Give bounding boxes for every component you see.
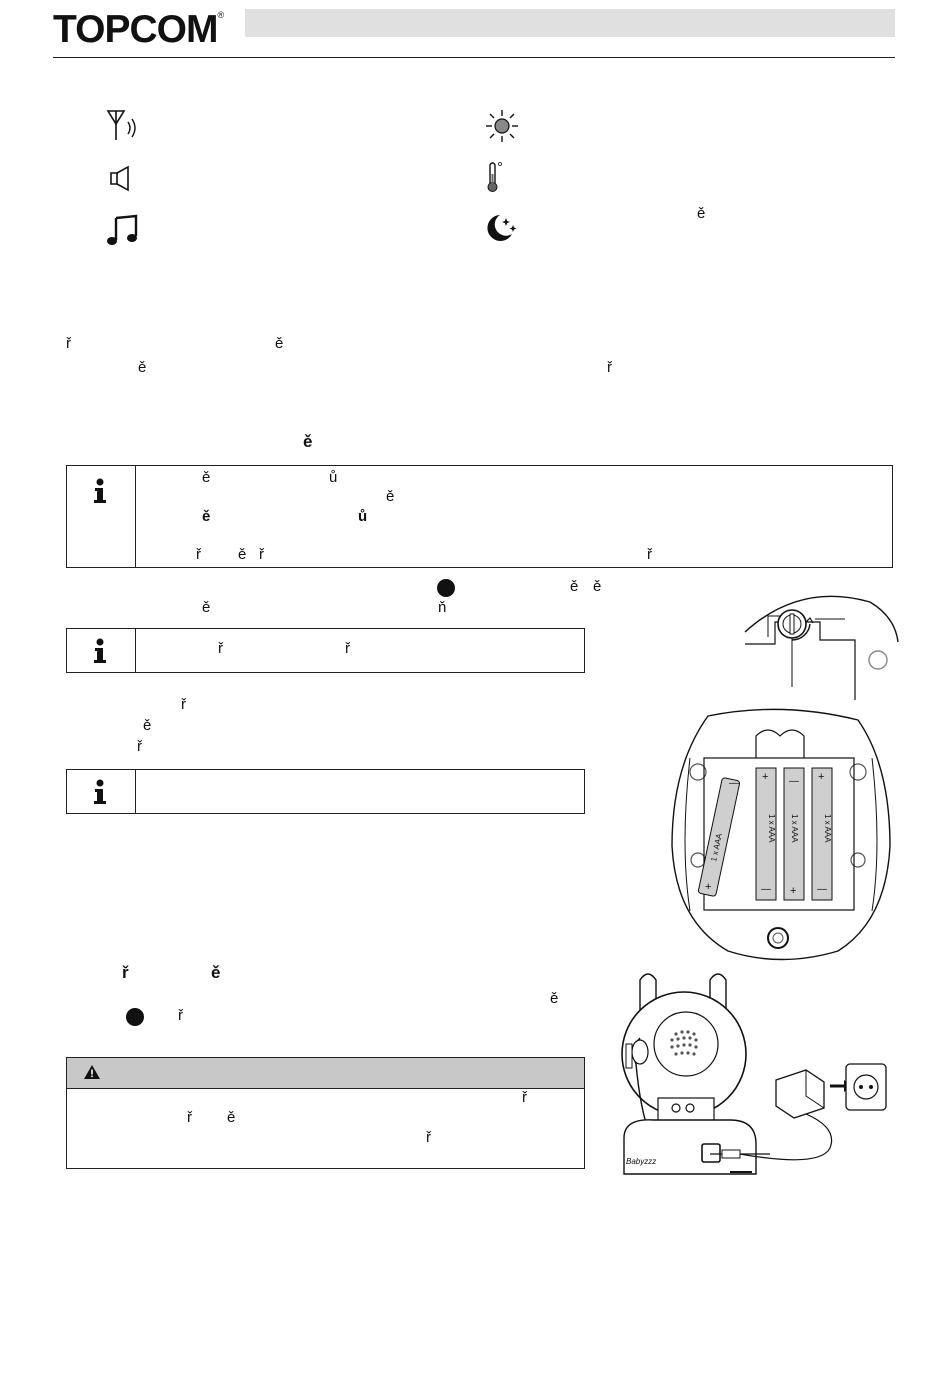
battery-label: 1 x AAA <box>823 814 832 843</box>
header-bar <box>245 9 895 37</box>
device-logo: Babyzzz <box>626 1157 657 1166</box>
warning-triangle-icon <box>83 1064 101 1080</box>
speaker-icon <box>108 165 138 193</box>
brand-logo: TOPCOM® <box>53 8 224 51</box>
info-box1-char: ř <box>259 546 264 563</box>
section-heading: ř <box>122 963 129 982</box>
info-box1-char: ř <box>647 546 652 563</box>
para1-char: ř <box>66 335 71 352</box>
header-divider <box>53 57 895 58</box>
info-box2-char: ř <box>345 640 350 657</box>
battery-sign: — <box>789 776 799 787</box>
moon-stars-icon <box>484 212 520 244</box>
battery-label: 1 x AAA <box>709 832 724 863</box>
thermometer-icon <box>486 160 506 194</box>
para2-char: ě <box>202 599 211 616</box>
button-dot-icon <box>437 579 455 597</box>
para4-char: ř <box>178 1007 183 1024</box>
para1-char: ě <box>275 335 284 352</box>
battery-sign: + <box>818 771 825 783</box>
warning-char: ř <box>522 1089 527 1106</box>
para1-char: ě <box>138 359 147 376</box>
antenna-signal-icon <box>104 108 144 144</box>
para3-char: ř <box>181 696 186 713</box>
battery-cover-lock-illustration <box>740 592 900 702</box>
camera-adapter-illustration <box>610 968 900 1186</box>
battery-sign: — <box>817 884 827 895</box>
warning-box <box>66 1057 585 1169</box>
battery-sign: + <box>762 771 769 783</box>
para4-char: ě <box>550 990 559 1007</box>
section-heading: ě <box>211 963 221 982</box>
button-dot-icon <box>126 1008 144 1026</box>
info-box1-char: ě <box>238 546 247 563</box>
para2-char: ě <box>593 578 602 595</box>
info-box1-char: ě <box>386 488 395 505</box>
info-box1-char: ě <box>202 508 211 525</box>
music-note-icon <box>106 212 142 248</box>
info-box1-char: ů <box>358 508 368 525</box>
battery-label: 1 x AAA <box>790 814 799 843</box>
info-box2-char: ř <box>218 640 223 657</box>
battery-label: 1 x AAA <box>767 814 776 843</box>
section-heading: ě <box>303 432 313 451</box>
para1-char: ř <box>607 359 612 376</box>
battery-sign: — <box>761 884 771 895</box>
info-box <box>66 769 585 814</box>
info-icon <box>91 779 109 805</box>
para3-char: ě <box>143 717 152 734</box>
info-box <box>66 628 585 673</box>
battery-compartment-illustration <box>668 706 894 962</box>
info-box1-char: ě <box>202 469 211 486</box>
warning-char: ě <box>227 1109 236 1126</box>
icon-legend-text: ě <box>697 205 706 222</box>
info-icon <box>91 478 109 504</box>
warning-char: ř <box>426 1129 431 1146</box>
para2-char: ě <box>570 578 579 595</box>
info-box1-char: ů <box>329 469 338 486</box>
battery-sign: — <box>729 778 739 789</box>
battery-sign: + <box>790 885 797 897</box>
info-box1-char: ř <box>196 546 201 563</box>
para2-char: ň <box>438 599 447 616</box>
light-sun-icon <box>484 108 520 144</box>
info-icon <box>91 638 109 664</box>
info-box <box>66 465 893 568</box>
warning-char: ř <box>187 1109 192 1126</box>
battery-sign: + <box>705 881 712 893</box>
para3-char: ř <box>137 738 142 755</box>
